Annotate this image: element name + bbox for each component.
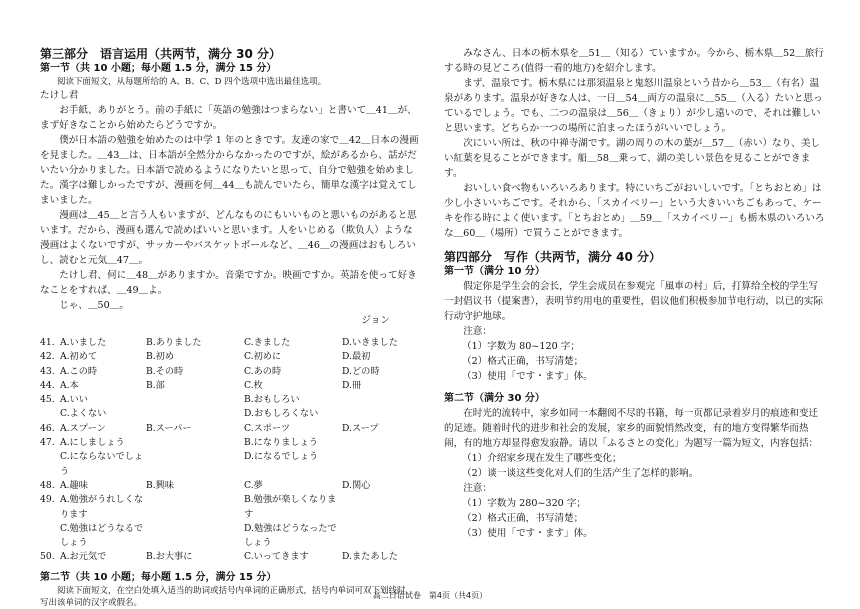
passage-paragraph: まず、温泉です。栃木県には那須温泉と鬼怒川温泉という昔から＿53＿（有名）温泉があります。温泉が好きな人は、一日＿54＿両方の温泉に＿55＿（入る）たいと思っているでしょう。でも、二つの温泉は＿56＿（きょり）が少し遠いので、それは難しいと思います。どちらか一つの場所に泊まったほうがいいでしょう。 bbox=[444, 78, 823, 134]
writing2-point: （1）介绍家乡现在发生了哪些变化； bbox=[462, 453, 622, 464]
writing2-prompt: 在时光的流转中，家乡如同一本翻阅不尽的书籍，每一页都记录着岁月的痕迹和变迁的足迹。随着时代的进步和社会的发展，家乡的面貌悄然改变，有的地方变得繁华而热闹，有的地方却显得愈发寂静。请以「ふるさとの変化」为题写一篇为短文，内容包括： bbox=[444, 408, 819, 449]
writing1-prompt: 假定你是学生会的会长，学生会成员在参观完「風車の村」后，打算给全校的学生写一封倡议书（提案書），表明节约用电的重要性，倡议他们积极参加节电行动，以已的实际行动守护地球。 bbox=[444, 281, 823, 322]
writing1-requirement: （1）字数为 80~120 字； bbox=[462, 341, 580, 352]
writing1-requirement: （2）格式正确，书写清楚； bbox=[462, 356, 584, 367]
letter-paragraph: たけし君、何に＿48＿がありますか。音楽ですか。映画ですか。英語を使って好きなことをすれば、＿49＿よ。 bbox=[40, 270, 417, 296]
letter-signature: ジョン bbox=[361, 315, 390, 326]
section2-title: 第二节（共 10 小题；每小题 1.5 分，满分 15 分） bbox=[40, 571, 277, 583]
letter-paragraph: 僕が日本語の勉強を始めたのは中学 1 年のときです。友達の家で＿42＿日本の漫画を見ました。＿43＿は、日本語が全然分からなかったのですが、絵があるから、話がだいたい分かりました。日本語で読めるようになりたいと思って、自分で勉強を始めました。漢字は難しかったですが、漫画を何＿44＿も読んでいたら、簡単な漢字は覚えてしまいました。 bbox=[40, 135, 419, 206]
right-column bbox=[444, 46, 826, 541]
option-row: 46. A.スプーン B.スーパー C.スポーツ D.スープ bbox=[40, 422, 379, 434]
part3-title: 第三部分 语言运用（共两节，满分 30 分） bbox=[40, 47, 282, 61]
part4-title: 第四部分 写作（共两节，满分 40 分） bbox=[444, 250, 662, 264]
option-row: 45. A.いい B.おもしろい bbox=[40, 394, 300, 406]
option-row: 47. A.にしましょう B.になりましょう bbox=[40, 437, 318, 449]
option-row: C.にならないでしょう D.になるでしょう bbox=[60, 451, 319, 477]
option-row: 42. A.初めて B.初め C.初めに D.最初 bbox=[40, 351, 371, 363]
option-row: 41. A.いました B.ありました C.きました D.いきました bbox=[40, 337, 398, 348]
writing2-note: 注意： bbox=[463, 483, 492, 494]
writing2-requirement: （3）使用「です・ます」体。 bbox=[462, 528, 593, 539]
option-row: 49. A.勉強がうれしくなります B.勉強が楽しくなります bbox=[40, 494, 337, 520]
option-row: C.よくない D.おもしろくない bbox=[60, 408, 319, 420]
writing2-requirement: （1）字数为 280~320 字； bbox=[462, 498, 587, 509]
writing1-title: 第一节（满分 10 分） bbox=[444, 266, 545, 277]
left-column bbox=[40, 46, 420, 609]
letter-closing: じゃ、＿50＿。 bbox=[59, 300, 129, 311]
option-row: C.勉強はどうなるでしょう D.勉強はどうなったでしょう bbox=[60, 522, 337, 549]
page-footer: 高二日语试卷 第4页（共4页） bbox=[372, 591, 488, 600]
letter-salutation: たけし君 bbox=[40, 90, 79, 101]
passage-paragraph: みなさん、日本の栃木県を＿51＿（知る）ていますか。今から、栃木県＿52＿旅行する時の見どころ(值得一看的地方)を紹介します。 bbox=[444, 48, 824, 74]
writing1-requirement: （3）使用「です・ます」体。 bbox=[462, 371, 593, 382]
section2-instruction: 阅读下面短文，在空白处填入适当的助词或括号内单词的正确形式，括号内单词可双下划线时，写出该单词的汉字或假名。 bbox=[40, 585, 415, 608]
letter-paragraph: 漫画は＿45＿と言う人もいますが、どんなものにもいいものと悪いものがあると思います。だから、漫画も選んで読めばいいと思います。人をいじめる（欺负人）ような漫画はよくないですが、サッカーやバスケットボールなど、＿46＿の漫画はおもしろいし、読むと元気＿47＿。 bbox=[40, 210, 417, 266]
section1-title: 第一节（共 10 小题；每小题 1.5 分，满分 15 分） bbox=[40, 63, 277, 74]
letter-paragraph: お手紙、ありがとう。前の手紙に「英語の勉強はつまらない」と書いて＿41＿が、まず好きなことから始めたらどうですか。 bbox=[40, 105, 417, 131]
passage-paragraph: おいしい食べ物もいろいろあります。特にいちごがおいしいです。「とちおとめ」は少し小さいいちごです。それから、「スカイベリー」という大きいいちごもあって、ケーキを作る時によく使います。「とちおとめ」＿59＿「スカイベリー」も栃木県のいろいろな＿60＿（場所）で買うことができます。 bbox=[444, 183, 825, 239]
writing2-point: （2）谈一谈这些变化对人们的生活产生了怎样的影响。 bbox=[462, 468, 699, 479]
option-row: 48. A.趣味 B.興味 C.夢 D.関心 bbox=[40, 479, 371, 491]
writing1-note: 注意： bbox=[463, 326, 492, 337]
section1-instruction: 阅读下面短文，从每题所给的 A、B、C、D 四个选项中选出最佳选项。 bbox=[57, 77, 327, 87]
writing2-requirement: （2）格式正确，书写清楚； bbox=[462, 513, 584, 524]
option-row: 50. A.お元気で B.お大事に C.いってきます D.またあした bbox=[40, 551, 398, 563]
option-row: 44. A.本 B.部 C.枚 D.冊 bbox=[40, 379, 362, 391]
option-row: 43. A.この時 B.その時 C.あの時 D.どの時 bbox=[40, 365, 380, 377]
passage-paragraph: 次にいい所は、秋の中禅寺湖です。湖の周りの木の葉が＿57＿（赤い）なり、美しい紅葉を見ることができます。船＿58＿乗って、湖の美しい景色を見ることができます。 bbox=[444, 138, 821, 179]
options-list bbox=[40, 336, 420, 565]
writing2-title: 第二节（满分 30 分） bbox=[444, 393, 545, 404]
